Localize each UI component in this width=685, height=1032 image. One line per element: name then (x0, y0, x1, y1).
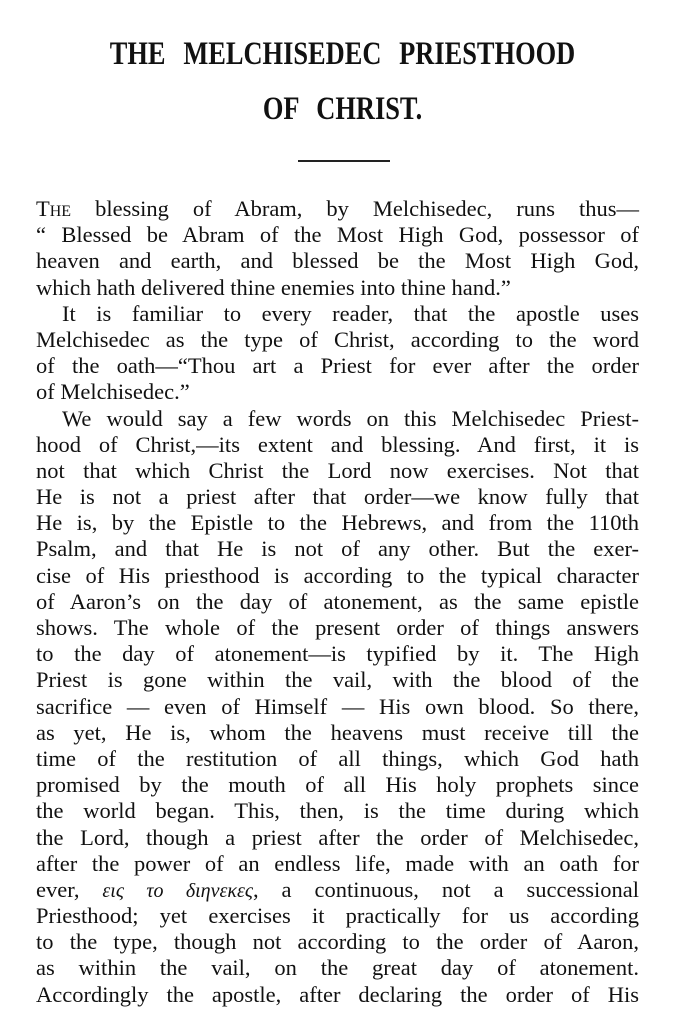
text-line: “ Blessed be Abram of the Most High God, possessor of (36, 222, 639, 248)
lead-small-caps: The (36, 196, 72, 221)
text-line: We would say a few words on this Melchisedec Priest- (62, 405, 639, 431)
text-line: of the oath—“Thou art a Priest for ever after the order (36, 353, 639, 379)
text-line: He is not a priest after that order—we know fully that (36, 484, 639, 510)
greek-phrase: εις το διηνεκες (102, 879, 253, 902)
text-line: Priesthood; yet exercises it practically for us according (36, 903, 639, 929)
text-line: time of the restitution of all things, which God hath (36, 745, 639, 771)
text-line: Psalm, and that He is not of any other. But the exer- (36, 536, 639, 562)
line-text: blessing of Abram, by Melchisedec, runs thus— (71, 196, 639, 221)
text-line: heaven and earth, and blessed be the Most High God, (36, 248, 639, 274)
text-line: promised by the mouth of all His holy prophets since (36, 772, 639, 798)
article-body (36, 196, 639, 1008)
line-text: , a continuous, not a successional (252, 876, 639, 902)
text-line: of Melchisedec.” (36, 379, 190, 405)
text-line: the Lord, though a priest after the order of Melchisedec, (36, 824, 639, 850)
text-line: as yet, He is, whom the heavens must receive till the (36, 719, 639, 745)
text-line: Accordingly the apostle, after declaring the order of His (36, 981, 639, 1007)
text-line: It is familiar to every reader, that the apostle uses (62, 300, 639, 326)
text-line: the world began. This, then, is the time during which (36, 798, 639, 824)
paragraph-1 (36, 196, 639, 301)
title-divider (298, 160, 390, 162)
line-text: ever, (36, 876, 103, 902)
text-line: after the power of an endless life, made with an oath for (36, 850, 639, 876)
text-line: Melchisedec as the type of Christ, according to the word (36, 326, 639, 352)
text-line: cise of His priesthood is according to the typical character (36, 562, 639, 588)
title-line-2: OF CHRIST. (262, 91, 423, 127)
text-line: sacrifice — even of Himself — His own blood. So there, (36, 693, 639, 719)
paragraph-3 (36, 406, 639, 1008)
text-line: hood of Christ,—its extent and blessing. And first, it is (36, 431, 639, 457)
text-line: not that which Christ the Lord now exercises. Not that (36, 457, 639, 483)
text-line: to the day of atonement—is typified by it. The High (36, 641, 639, 667)
text-line-greek (36, 877, 639, 903)
text-line: shows. The whole of the present order of things answers (36, 615, 639, 640)
text-line: of Aaron’s on the day of atonement, as the same epistle (36, 588, 639, 614)
text-line: Priest is gone within the vail, with the blood of the (36, 667, 639, 693)
text-line: He is, by the Epistle to the Hebrews, and from the 110th (36, 510, 639, 536)
text-line: which hath delivered thine enemies into thine hand.” (36, 274, 511, 300)
title-line-1: THE MELCHISEDEC PRIESTHOOD (109, 36, 576, 72)
text-line: as within the vail, on the great day of atonement. (36, 955, 639, 981)
text-line (36, 196, 639, 222)
paragraph-2 (36, 301, 639, 406)
text-line: to the type, though not according to the order of Aaron, (36, 929, 639, 955)
